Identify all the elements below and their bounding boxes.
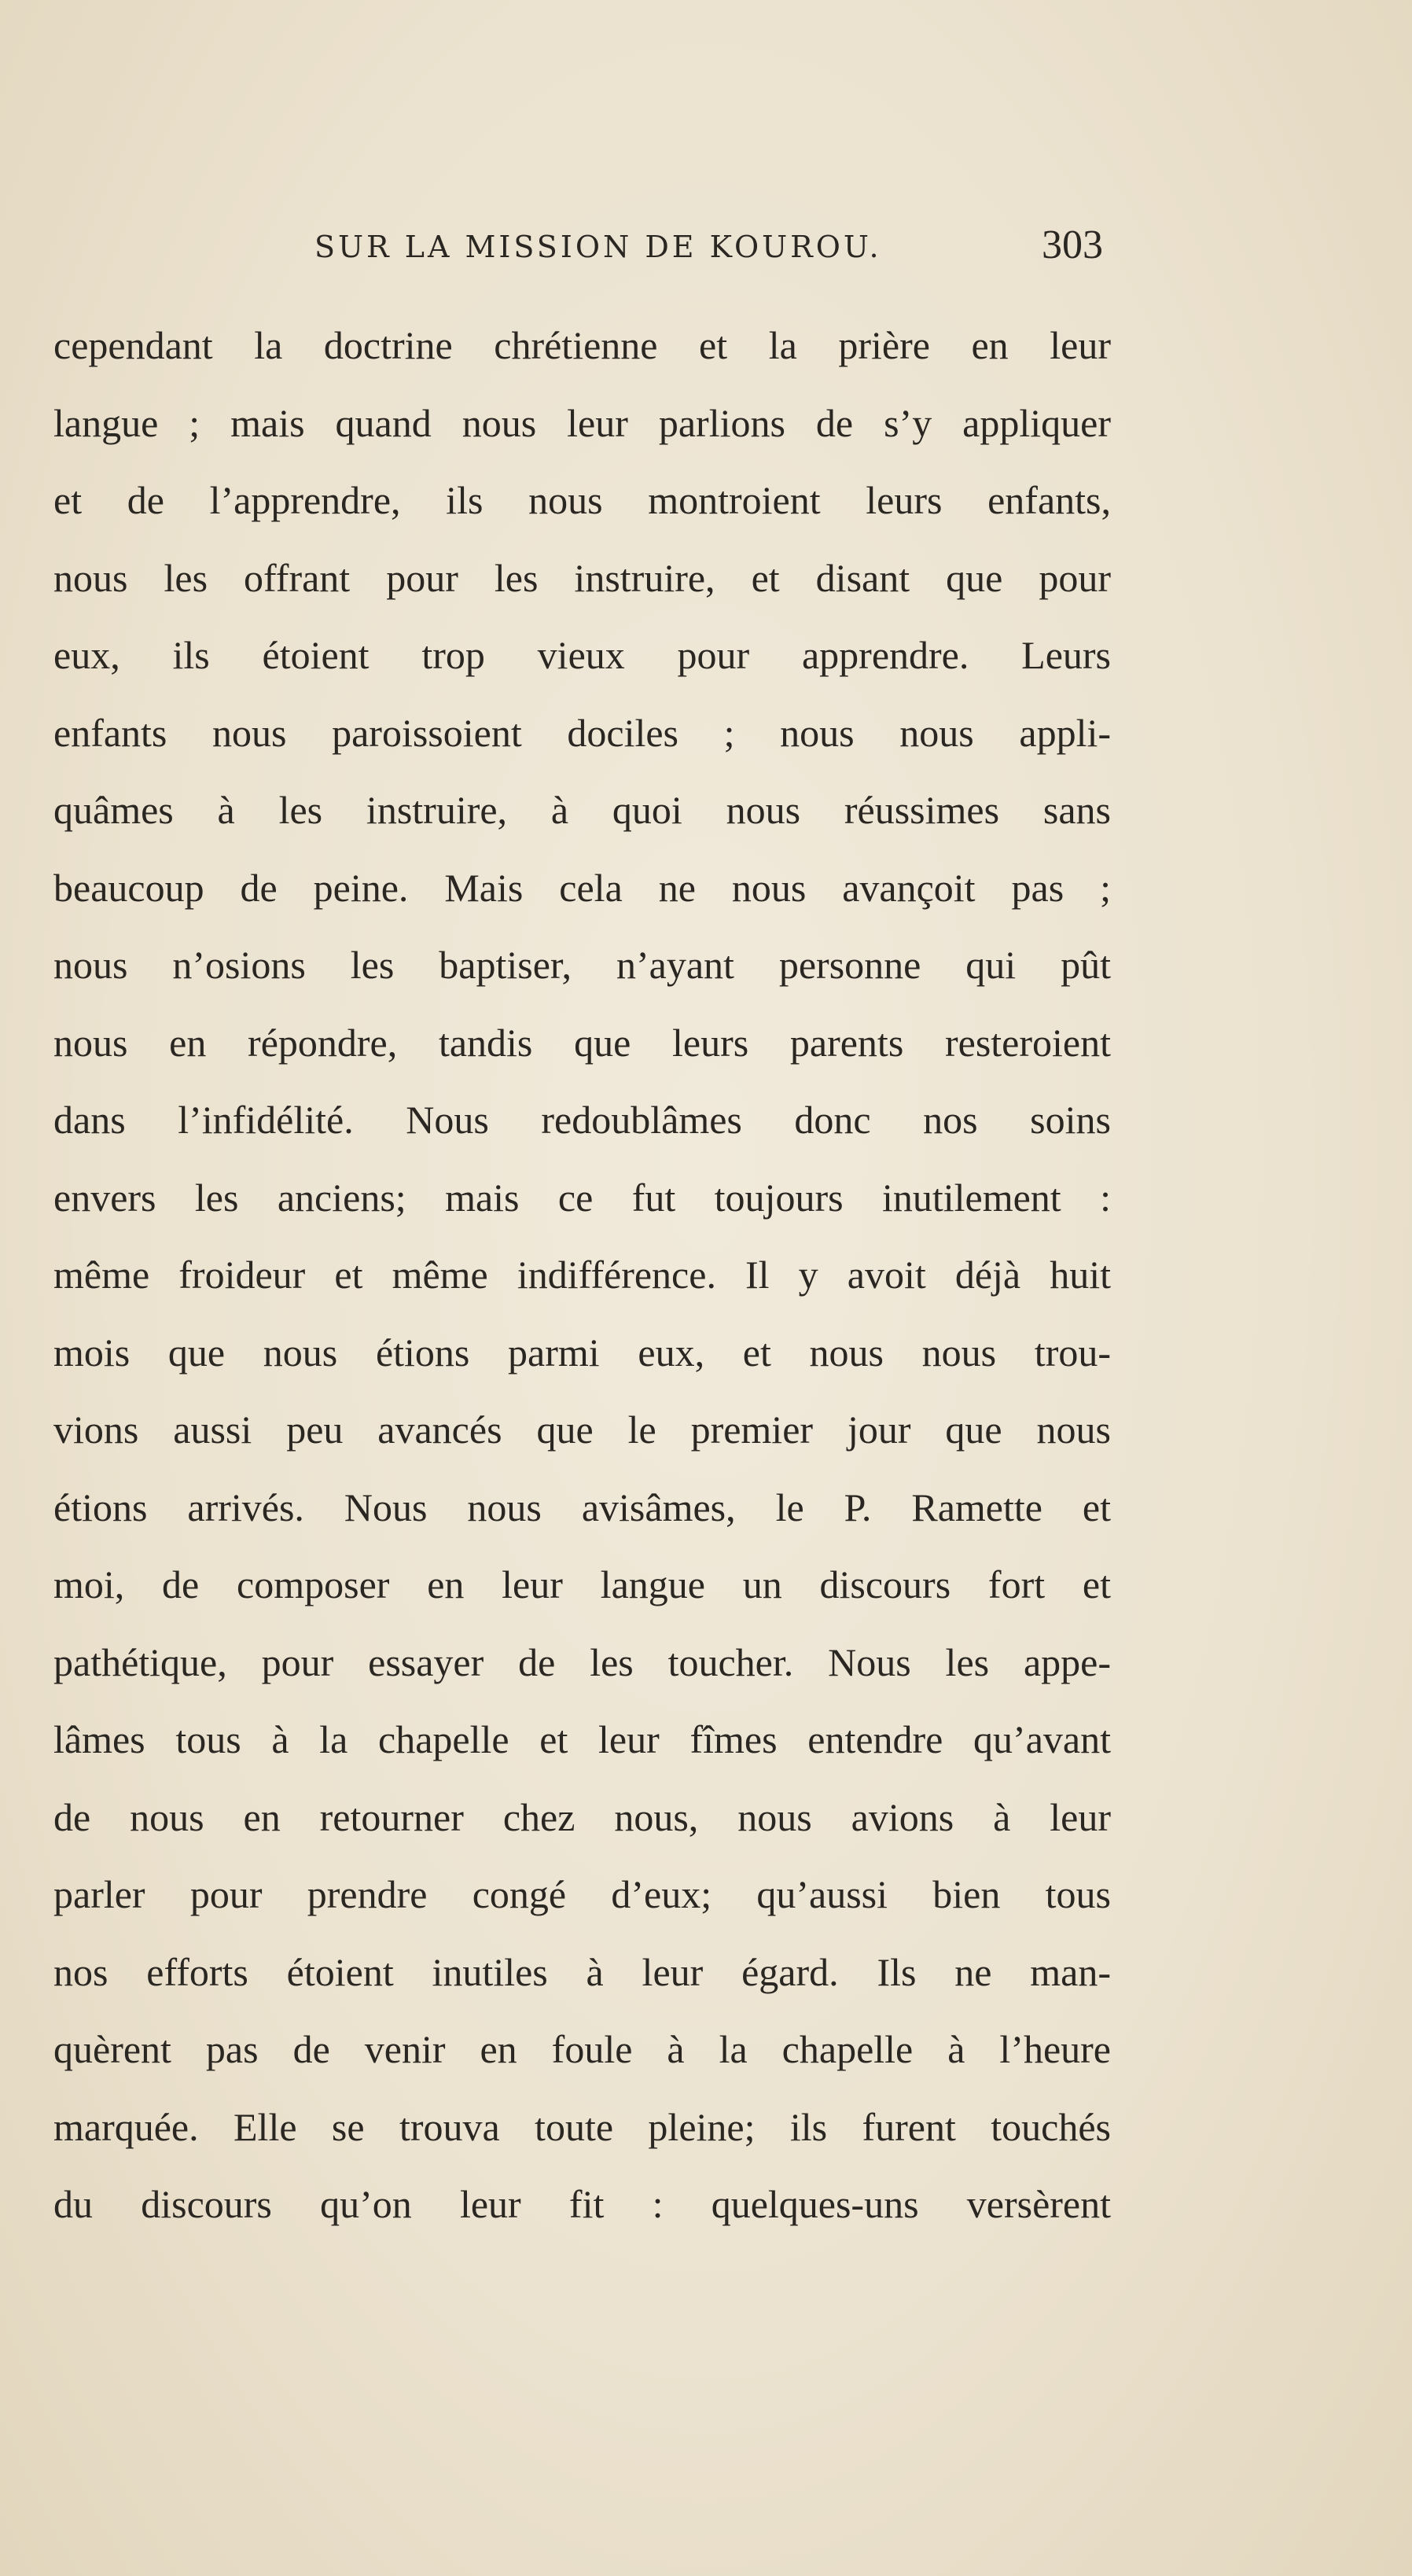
running-title: SUR LA MISSION DE KOUROU. — [314, 230, 882, 264]
text-line: étions arrivés. Nous nous avisâmes, le P. Ramette et — [53, 1485, 1111, 1529]
text-line: du discours qu’on leur fit : quelques-uns versèrent — [53, 2182, 1111, 2226]
text-line: quèrent pas de venir en foule à la chapelle à l’heure — [53, 2027, 1111, 2071]
text-line: nous les offrant pour les instruire, et disant que pour — [53, 555, 1111, 600]
text-line: parler pour prendre congé d’eux; qu’aussi bien tous — [53, 1872, 1111, 1916]
text-line: nos efforts étoient inutiles à leur égard. Ils ne man- — [53, 1949, 1111, 1994]
page-number: 303 — [1042, 223, 1103, 267]
text-line: nous n’osions les baptiser, n’ayant personne qui pût — [53, 943, 1111, 987]
text-line: dans l’infidélité. Nous redoublâmes donc nos soins — [53, 1098, 1111, 1142]
text-line: de nous en retourner chez nous, nous avions à leur — [53, 1794, 1111, 1839]
text-line: et de l’apprendre, ils nous montroient leurs enfants, — [53, 478, 1111, 522]
body-text — [53, 307, 1111, 2243]
text-line: nous en répondre, tandis que leurs parents resteroient — [53, 1020, 1111, 1065]
text-line: marquée. Elle se trouva toute pleine; ils furent touchés — [53, 2104, 1111, 2149]
text-line: quâmes à les instruire, à quoi nous réussimes sans — [53, 788, 1111, 832]
text-line: eux, ils étoient trop vieux pour apprendre. Leurs — [53, 633, 1111, 677]
text-line: mois que nous étions parmi eux, et nous nous trou- — [53, 1330, 1111, 1374]
text-line: même froideur et même indifférence. Il y avoit déjà huit — [53, 1253, 1111, 1297]
text-line: moi, de composer en leur langue un discours fort et — [53, 1562, 1111, 1606]
text-line: beaucoup de peine. Mais cela ne nous avançoit pas ; — [53, 865, 1111, 910]
text-line: vions aussi peu avancés que le premier jour que nous — [53, 1408, 1111, 1452]
text-line: envers les anciens; mais ce fut toujours inutilement : — [53, 1175, 1111, 1220]
text-line: cependant la doctrine chrétienne et la prière en leur — [53, 323, 1111, 367]
text-line: enfants nous paroissoient dociles ; nous nous appli- — [53, 710, 1111, 755]
text-line: lâmes tous à la chapelle et leur fîmes entendre qu’avant — [53, 1717, 1111, 1761]
text-line: pathétique, pour essayer de les toucher. Nous les appe- — [53, 1639, 1111, 1684]
text-line: langue ; mais quand nous leur parlions de s’y appliquer — [53, 400, 1111, 445]
